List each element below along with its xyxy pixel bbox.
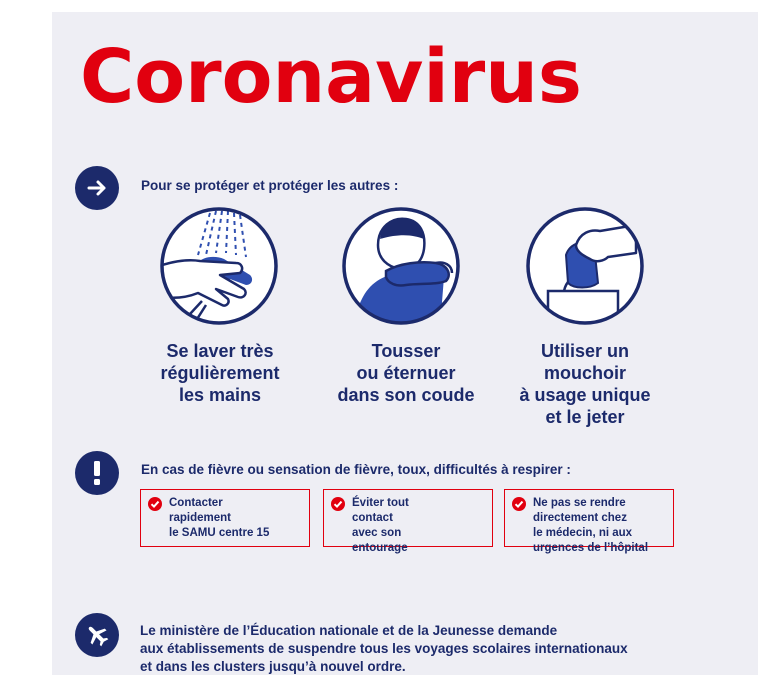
cough-caption: Tousser ou éternuer dans son coude xyxy=(337,341,475,405)
page-title: Coronavirus xyxy=(80,34,582,120)
warning-box-contact: Éviter tout contact avec son entourage xyxy=(323,489,493,547)
check-icon xyxy=(148,497,162,516)
symptoms-label: En cas de fièvre ou sensation de fièvre, toux, difficultés à respirer : xyxy=(141,462,571,477)
ministry-notice: Le ministère de l’Éducation nationale et de la Jeunesse demande aux établissements de suspendre tous les voyages scolaires internationaux et dans les clusters jusqu’à nouvel ordre. xyxy=(140,623,628,674)
check-icon xyxy=(512,497,526,516)
tissue-caption: Utiliser un mouchoir à usage unique et le jeter xyxy=(519,341,651,427)
warning-box-samu: Contacter rapidement le SAMU centre 15 xyxy=(140,489,310,547)
exclamation-icon xyxy=(75,451,119,495)
arrow-right-icon xyxy=(75,166,119,210)
handwashing-icon xyxy=(158,205,280,327)
check-icon xyxy=(331,497,345,516)
tissue-box-icon xyxy=(524,205,646,327)
protect-label: Pour se protéger et protéger les autres : xyxy=(141,178,399,193)
warning-box-doctor: Ne pas se rendre directement chez le médecin, ni aux urgences de l’hôpital xyxy=(504,489,674,547)
handwashing-caption: Se laver très régulièrement les mains xyxy=(160,341,280,405)
cough-elbow-icon xyxy=(340,205,462,327)
airplane-icon xyxy=(75,613,119,657)
